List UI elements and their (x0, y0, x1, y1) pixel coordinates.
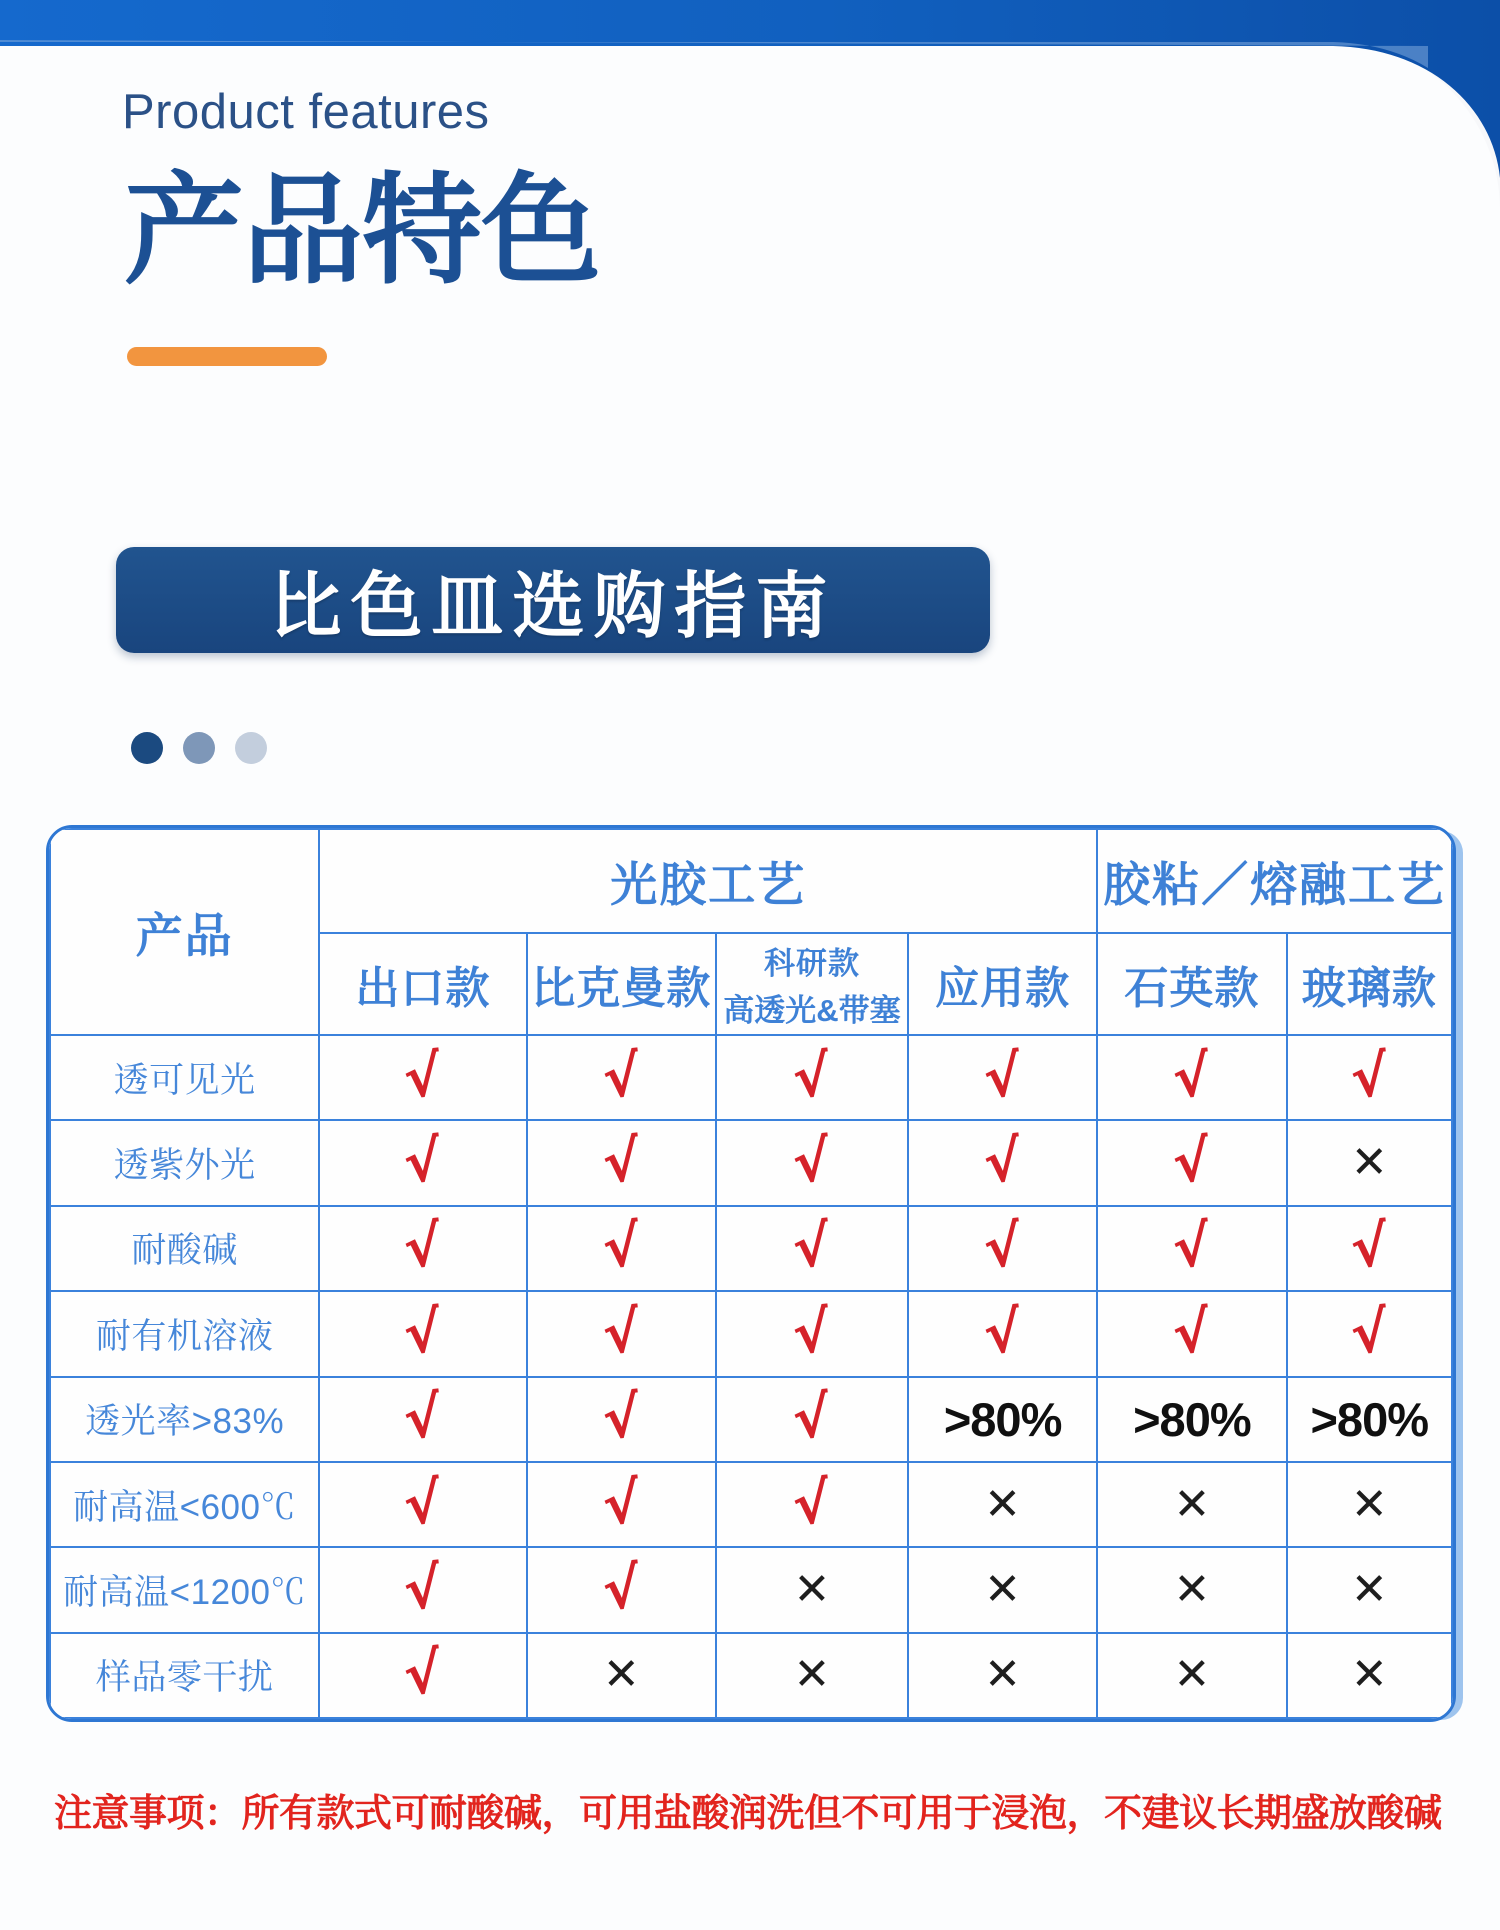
table-row (50, 1377, 1452, 1462)
table-cell (1287, 1035, 1452, 1120)
value-text: >80% (1310, 1392, 1429, 1446)
comparison-table (46, 825, 1456, 1722)
table-cell (1287, 1462, 1452, 1547)
table-cell (1097, 1291, 1286, 1376)
table-row (50, 1120, 1452, 1205)
check-mark-icon: √ (789, 1128, 834, 1197)
carousel-dots (131, 732, 267, 764)
table-cell (319, 1462, 526, 1547)
table-cell (319, 1206, 526, 1291)
table-cell (527, 1633, 716, 1718)
cuvette-feature-table (49, 828, 1453, 1719)
check-mark-icon: √ (980, 1042, 1025, 1112)
row-label: 透光率>83% (50, 1377, 319, 1462)
cross-mark-icon: ✕ (602, 1650, 640, 1700)
eyebrow-text: Product features (122, 85, 490, 139)
table-cell (319, 1291, 526, 1376)
row-label: 耐酸碱 (50, 1206, 319, 1291)
check-mark-icon: √ (789, 1213, 834, 1283)
check-mark-icon: √ (599, 1469, 644, 1539)
table-row (50, 1633, 1452, 1718)
title-underline (127, 347, 327, 366)
table-cell (319, 1377, 526, 1462)
cross-mark-icon: ✕ (984, 1479, 1022, 1529)
cross-mark-icon: ✕ (1173, 1479, 1211, 1529)
table-cell (716, 1120, 908, 1205)
table-cell (1287, 1120, 1452, 1205)
col-header-glass: 玻璃款 (1287, 933, 1452, 1035)
cross-mark-icon: ✕ (1350, 1650, 1388, 1700)
col-header-research: 科研款 高透光&带塞 (716, 933, 908, 1035)
table-cell (1097, 1206, 1286, 1291)
check-mark-icon: √ (599, 1128, 644, 1197)
table-cell (716, 1547, 908, 1632)
table-cell (1287, 1206, 1452, 1291)
table-cell (319, 1633, 526, 1718)
col-header-export: 出口款 (319, 933, 526, 1035)
cross-mark-icon: ✕ (1173, 1650, 1211, 1700)
check-mark-icon: √ (789, 1042, 834, 1112)
table-cell (908, 1035, 1097, 1120)
col-header-beckman: 比克曼款 (527, 933, 716, 1035)
table-cell (908, 1377, 1097, 1462)
note-text (54, 1782, 1494, 1837)
table-cell (908, 1633, 1097, 1718)
table-cell (527, 1206, 716, 1291)
note-label: 注意事项： (54, 1793, 242, 1835)
table-row (50, 1206, 1452, 1291)
table-cell (908, 1291, 1097, 1376)
table-cell (908, 1120, 1097, 1205)
value-text: >80% (943, 1392, 1062, 1446)
check-mark-icon: √ (980, 1299, 1025, 1368)
check-mark-icon: √ (789, 1299, 834, 1368)
cross-mark-icon: ✕ (1350, 1479, 1388, 1529)
check-mark-icon: √ (1347, 1213, 1392, 1283)
table-cell (1097, 1035, 1286, 1120)
table-row (50, 1547, 1452, 1632)
note-body: 所有款式可耐酸碱，可用盐酸润洗但不可用于浸泡，不建议长期盛放酸碱 (241, 1793, 1442, 1835)
group-header-optical-glue-process: 光胶工艺 (319, 829, 1097, 933)
check-mark-icon: √ (1169, 1213, 1214, 1283)
table-cell (527, 1547, 716, 1632)
table-cell (1097, 1633, 1286, 1718)
cross-mark-icon: ✕ (793, 1650, 831, 1700)
col-header-application: 应用款 (908, 933, 1097, 1035)
table-cell (1097, 1547, 1286, 1632)
check-mark-icon: √ (400, 1042, 445, 1112)
page-title: 产品特色 (124, 164, 600, 298)
carousel-dot-1[interactable] (131, 732, 163, 764)
carousel-dot-3[interactable] (235, 732, 267, 764)
cross-mark-icon: ✕ (1350, 1138, 1388, 1188)
table-cell (716, 1035, 908, 1120)
table-cell (1287, 1377, 1452, 1462)
check-mark-icon: √ (599, 1384, 644, 1453)
check-mark-icon: √ (400, 1299, 445, 1368)
table-cell (1287, 1633, 1452, 1718)
value-text: >80% (1133, 1392, 1251, 1446)
check-mark-icon: √ (400, 1640, 445, 1710)
check-mark-icon: √ (1169, 1128, 1214, 1197)
table-cell (1287, 1547, 1452, 1632)
col-header-product: 产品 (50, 829, 319, 1035)
row-label: 耐有机溶液 (50, 1291, 319, 1376)
table-cell (319, 1035, 526, 1120)
check-mark-icon: √ (400, 1213, 445, 1283)
check-mark-icon: √ (400, 1384, 445, 1453)
table-cell (527, 1377, 716, 1462)
cross-mark-icon: ✕ (984, 1564, 1022, 1614)
carousel-dot-2[interactable] (183, 732, 215, 764)
table-cell (716, 1633, 908, 1718)
table-cell (716, 1291, 908, 1376)
check-mark-icon: √ (599, 1213, 644, 1283)
check-mark-icon: √ (400, 1128, 445, 1197)
check-mark-icon: √ (1169, 1042, 1214, 1112)
row-label: 耐高温<1200℃ (50, 1547, 319, 1632)
section-banner (116, 547, 990, 653)
row-label: 透可见光 (50, 1035, 319, 1120)
check-mark-icon: √ (599, 1555, 644, 1624)
table-cell (527, 1120, 716, 1205)
check-mark-icon: √ (980, 1213, 1025, 1283)
table-cell (319, 1120, 526, 1205)
table-cell (1097, 1462, 1286, 1547)
table-cell (527, 1462, 716, 1547)
table-row (50, 1035, 1452, 1120)
table-cell (716, 1462, 908, 1547)
table-row (50, 1462, 1452, 1547)
table-cell (716, 1206, 908, 1291)
table-cell (908, 1462, 1097, 1547)
table-cell (908, 1206, 1097, 1291)
table-cell (716, 1377, 908, 1462)
check-mark-icon: √ (599, 1299, 644, 1368)
table-cell (527, 1035, 716, 1120)
cross-mark-icon: ✕ (1350, 1564, 1388, 1614)
table-cell (1097, 1377, 1286, 1462)
group-header-adhesive-fusion-process: 胶粘／熔融工艺 (1097, 829, 1452, 933)
table-cell (1287, 1291, 1452, 1376)
check-mark-icon: √ (1347, 1042, 1392, 1112)
cross-mark-icon: ✕ (1173, 1564, 1211, 1614)
check-mark-icon: √ (1169, 1299, 1214, 1368)
table-row (50, 1291, 1452, 1376)
check-mark-icon: √ (789, 1469, 834, 1539)
row-label: 透紫外光 (50, 1120, 319, 1205)
cross-mark-icon: ✕ (793, 1564, 831, 1614)
check-mark-icon: √ (400, 1469, 445, 1539)
cross-mark-icon: ✕ (984, 1650, 1022, 1700)
col-header-quartz: 石英款 (1097, 933, 1286, 1035)
table-cell (1097, 1120, 1286, 1205)
check-mark-icon: √ (1347, 1299, 1392, 1368)
section-banner-label: 比色皿选购指南 (269, 567, 837, 647)
table-cell (319, 1547, 526, 1632)
check-mark-icon: √ (980, 1128, 1025, 1197)
check-mark-icon: √ (789, 1384, 834, 1453)
row-label: 耐高温<600℃ (50, 1462, 319, 1547)
check-mark-icon: √ (400, 1555, 445, 1624)
row-label: 样品零干扰 (50, 1633, 319, 1718)
table-cell (527, 1291, 716, 1376)
table-cell (908, 1547, 1097, 1632)
check-mark-icon: √ (599, 1042, 644, 1112)
